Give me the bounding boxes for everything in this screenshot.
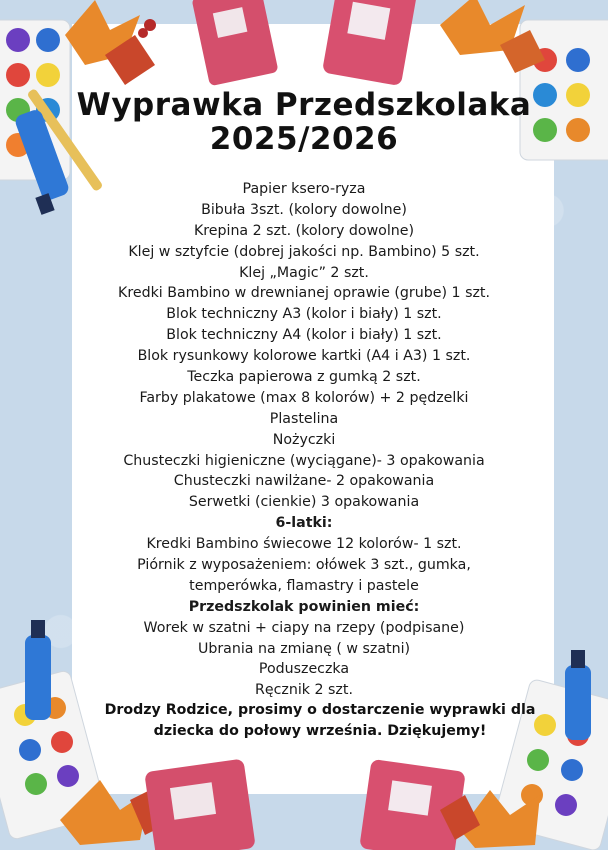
list-item: Bibuła 3szt. (kolory dowolne)	[201, 201, 407, 218]
book-decoration-top	[200, 0, 410, 85]
closing-line-1: Drodzy Rodzice, prosimy o dostarczenie wyprawki dla	[104, 702, 536, 718]
closing-line-2: dziecka do połowy września. Dziękujemy!	[153, 722, 487, 739]
title-line-1: Wyprawka Przedszkolaka	[76, 87, 532, 123]
list-item: Kredki Bambino świecowe 12 kolorów- 1 szt.	[146, 536, 462, 553]
list-item: Kredki Bambino w drewnianej oprawie (grube) 1 szt.	[118, 285, 490, 302]
autumn-leaves-bottom-right	[440, 760, 560, 850]
list-item: temperówka, flamastry i pastele	[189, 577, 419, 594]
list-item: Piórnik z wyposażeniem: ołówek 3 szt., gumka,	[137, 557, 471, 574]
list-item: Klej w sztyfcie (dobrej jakości np. Bambino) 5 szt.	[128, 243, 480, 260]
section-heading-6latki: 6-latki:	[275, 515, 333, 532]
autumn-leaves-top-right	[430, 0, 550, 75]
list-item: Klej „Magic” 2 szt.	[239, 264, 369, 281]
book-decoration-bottom	[150, 755, 460, 850]
list-item: Blok rysunkowy kolorowe kartki (A4 i A3) 1 szt.	[137, 348, 471, 365]
list-item: Chusteczki nawilżane- 2 opakowania	[173, 473, 435, 490]
list-item: Ręcznik 2 szt.	[255, 682, 353, 699]
list-item: Nożyczki	[272, 431, 336, 448]
list-item: Poduszeczka	[258, 661, 350, 678]
page-title	[0, 88, 608, 156]
list-item: Teczka papierowa z gumką 2 szt.	[187, 369, 421, 386]
list-item: Plastelina	[269, 410, 339, 427]
list-item: Ubrania na zmianę ( w szatni)	[197, 640, 411, 657]
list-item: Farby plakatowe (max 8 kolorów) + 2 pędzelki	[139, 389, 469, 406]
closing-message	[100, 700, 540, 741]
supply-list	[0, 179, 608, 701]
section-heading-przedszkolak: Przedszkolak powinien mieć:	[188, 598, 420, 615]
title-line-2: 2025/2026	[209, 121, 399, 157]
list-item: Chusteczki higieniczne (wyciągane)- 3 opakowania	[123, 452, 485, 469]
list-item: Blok techniczny A4 (kolor i biały) 1 szt.	[166, 327, 442, 344]
list-item: Worek w szatni + ciapy na rzepy (podpisane)	[143, 619, 465, 636]
autumn-leaves-top-left	[55, 0, 165, 95]
list-item: Papier ksero-ryza	[242, 181, 366, 197]
list-item: Serwetki (cienkie) 3 opakowania	[188, 494, 420, 511]
list-item: Krepina 2 szt. (kolory dowolne)	[193, 222, 415, 239]
list-item: Blok techniczny A3 (kolor i biały) 1 szt.	[166, 306, 442, 323]
